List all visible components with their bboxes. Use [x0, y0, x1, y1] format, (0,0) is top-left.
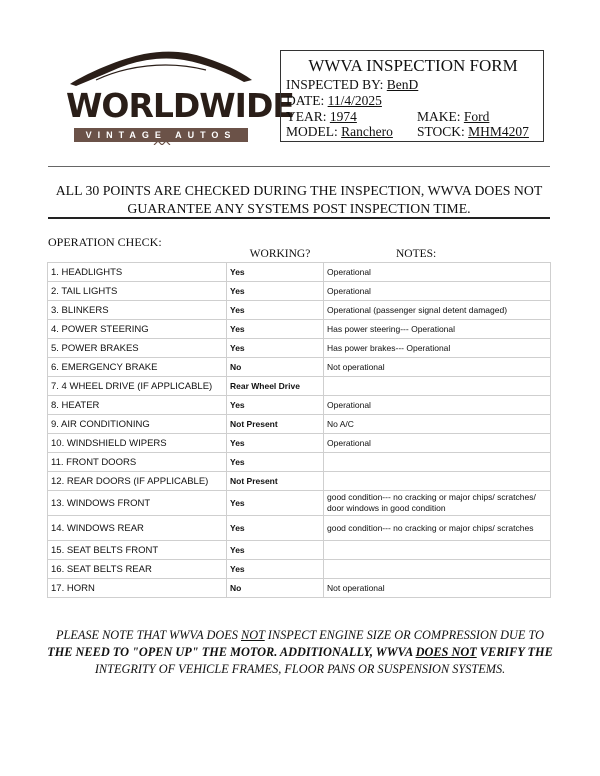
check-item: 6. EMERGENCY BRAKE	[48, 358, 227, 377]
table-row	[48, 358, 551, 377]
table-row	[48, 377, 551, 396]
inspected-by-label: INSPECTED BY:	[286, 77, 384, 92]
year-line	[286, 109, 357, 125]
notice-line-2	[40, 644, 560, 661]
inspection-note: Has power steering--- Operational	[324, 320, 551, 339]
form-title: WWVA INSPECTION FORM	[308, 56, 518, 75]
working-status: Not Present	[227, 472, 324, 491]
inspection-note	[324, 453, 551, 472]
inspection-note: Operational	[324, 396, 551, 415]
table-row	[48, 396, 551, 415]
notice-emphasis: NOT	[241, 628, 265, 642]
working-status: Rear Wheel Drive	[227, 377, 324, 396]
table-row	[48, 453, 551, 472]
working-status: No	[227, 358, 324, 377]
working-status: Yes	[227, 396, 324, 415]
table-row	[48, 320, 551, 339]
notice-line-1	[40, 627, 560, 644]
inspection-note: Has power brakes--- Operational	[324, 339, 551, 358]
notice-line-3: INTEGRITY OF VEHICLE FRAMES, FLOOR PANS OR SUSPENSION SYSTEMS.	[94, 662, 506, 676]
model-label: MODEL:	[286, 124, 338, 139]
inspection-note: Not operational	[324, 358, 551, 377]
working-status: Yes	[227, 453, 324, 472]
notice-text: VERIFY THE	[476, 645, 553, 659]
company-logo	[66, 40, 294, 145]
operation-check-table	[47, 262, 551, 598]
table-row	[48, 434, 551, 453]
table-row	[48, 301, 551, 320]
disclaimer-line-1: ALL 30 POINTS ARE CHECKED DURING THE INSPECTION, WWVA DOES NOT	[55, 183, 543, 198]
working-status: Yes	[227, 541, 324, 560]
inspection-note: good condition--- no cracking or major chips/ scratches	[324, 516, 551, 541]
date-value: 11/4/2025	[327, 93, 382, 108]
notice-text: PLEASE NOTE THAT WWVA DOES	[55, 628, 241, 642]
inspection-note: Operational	[324, 434, 551, 453]
working-status: Yes	[227, 491, 324, 516]
inspected-by-value: BenD	[386, 77, 419, 92]
inspection-note	[324, 377, 551, 396]
logo-wordmark: WORLDWIDE	[66, 86, 294, 125]
table-row	[48, 339, 551, 358]
table-row	[48, 472, 551, 491]
check-item: 4. POWER STEERING	[48, 320, 227, 339]
make-line	[417, 109, 489, 125]
table-row	[48, 491, 551, 516]
stock-value: MHM4207	[468, 124, 529, 139]
check-item: 11. FRONT DOORS	[48, 453, 227, 472]
table-row	[48, 516, 551, 541]
notice-text: THE NEED TO "OPEN UP" THE MOTOR. ADDITIONALLY, WWVA	[47, 645, 416, 659]
inspection-note	[324, 560, 551, 579]
working-status: Yes	[227, 282, 324, 301]
make-value: Ford	[463, 109, 490, 124]
year-label: YEAR:	[286, 109, 327, 124]
stock-label: STOCK:	[417, 124, 465, 139]
working-status: Yes	[227, 516, 324, 541]
engine-frame-notice	[40, 627, 560, 678]
check-item: 13. WINDOWS FRONT	[48, 491, 227, 516]
table-row	[48, 560, 551, 579]
inspection-note: Not operational	[324, 579, 551, 598]
check-item: 16. SEAT BELTS REAR	[48, 560, 227, 579]
inspection-note: Operational (passenger signal detent damaged)	[324, 301, 551, 320]
inspection-disclaimer	[48, 182, 550, 218]
notice-text: INSPECT ENGINE SIZE OR COMPRESSION DUE TO	[264, 628, 545, 642]
date-label: DATE:	[286, 93, 325, 108]
check-item: 12. REAR DOORS (IF APPLICABLE)	[48, 472, 227, 491]
disclaimer-line-2: GUARANTEE ANY SYSTEMS POST INSPECTION TIME.	[127, 201, 471, 216]
working-status: Yes	[227, 301, 324, 320]
inspection-note	[324, 541, 551, 560]
notes-column-header: NOTES:	[396, 248, 437, 260]
check-item: 8. HEATER	[48, 396, 227, 415]
working-status: Yes	[227, 434, 324, 453]
working-status: Not Present	[227, 415, 324, 434]
disclaimer-divider	[48, 217, 550, 219]
working-status: No	[227, 579, 324, 598]
working-status: Yes	[227, 339, 324, 358]
working-status: Yes	[227, 560, 324, 579]
check-item: 9. AIR CONDITIONING	[48, 415, 227, 434]
model-line	[286, 124, 393, 140]
year-value: 1974	[329, 109, 357, 124]
check-item: 15. SEAT BELTS FRONT	[48, 541, 227, 560]
make-label: MAKE:	[417, 109, 461, 124]
inspection-info-box	[280, 50, 544, 142]
inspection-note: Operational	[324, 282, 551, 301]
working-status: Yes	[227, 320, 324, 339]
check-item: 10. WINDSHIELD WIPERS	[48, 434, 227, 453]
table-row	[48, 282, 551, 301]
date-line	[286, 93, 382, 109]
inspection-note: Operational	[324, 263, 551, 282]
notice-emphasis: DOES NOT	[415, 645, 477, 659]
inspection-note	[324, 472, 551, 491]
table-row	[48, 263, 551, 282]
inspection-note: No A/C	[324, 415, 551, 434]
inspection-note: good condition--- no cracking or major chips/ scratches/ door windows in good condition	[324, 491, 551, 516]
check-item: 3. BLINKERS	[48, 301, 227, 320]
check-item: 7. 4 WHEEL DRIVE (IF APPLICABLE)	[48, 377, 227, 396]
table-row	[48, 541, 551, 560]
model-value: Ranchero	[341, 124, 393, 139]
inspected-by-line	[286, 77, 418, 93]
table-row	[48, 579, 551, 598]
check-item: 5. POWER BRAKES	[48, 339, 227, 358]
stock-line	[417, 124, 529, 140]
working-status: Yes	[227, 263, 324, 282]
table-row	[48, 415, 551, 434]
check-item: 2. TAIL LIGHTS	[48, 282, 227, 301]
check-item: 14. WINDOWS REAR	[48, 516, 227, 541]
logo-tagline: VINTAGE AUTOS	[74, 128, 248, 142]
top-divider	[48, 166, 550, 167]
operation-check-heading: OPERATION CHECK:	[48, 235, 162, 249]
check-item: 1. HEADLIGHTS	[48, 263, 227, 282]
working-column-header: WORKING?	[249, 248, 311, 260]
check-item: 17. HORN	[48, 579, 227, 598]
